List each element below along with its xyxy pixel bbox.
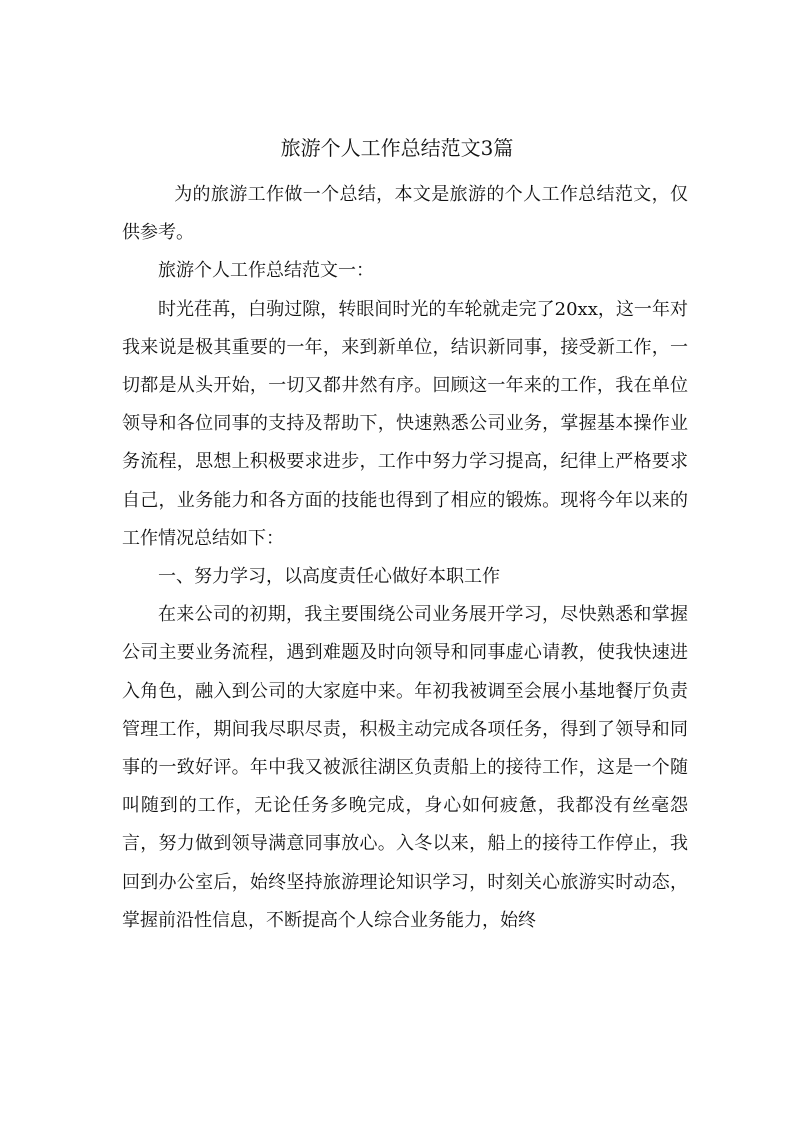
intro-paragraph: 为的旅游工作做一个总结，本文是旅游的个人工作总结范文，仅供参考。 [122, 184, 688, 244]
document-body [122, 176, 688, 940]
summary-paragraph: 时光荏苒，白驹过隙，转眼间时光的车轮就走完了20xx，这一年对我来说是极其重要的一年，来到新单位，结识新同事，接受新工作，一切都是从头开始，一切又都井然有序。回顾这一年来的工作，我在单位领导和各位同事的支持及帮助下，快速熟悉公司业务，掌握基本操作业务流程，思想上积极要求进步，工作中努力学习提高，纪律上严格要求自己，业务能力和各方面的技能也得到了相应的锻炼。现将今年以来的工作情况总结如下： [122, 298, 688, 549]
section-heading-sample-one: 旅游个人工作总结范文一： [158, 260, 374, 282]
section-heading-study: 一、努力学习，以高度责任心做好本职工作 [158, 566, 500, 588]
work-detail-paragraph: 在来公司的初期，我主要围绕公司业务展开学习，尽快熟悉和掌握公司主要业务流程，遇到难题及时向领导和同事虚心请教，使我快速进入角色，融入到公司的大家庭中来。年初我被调至会展小基地餐厅负责管理工作，期间我尽职尽责，积极主动完成各项任务，得到了领导和同事的一致好评。年中我又被派往湖区负责船上的接待工作，这是一个随叫随到的工作，无论任务多晚完成，身心如何疲惫，我都没有丝毫怨言，努力做到领导满意同事放心。入冬以来，船上的接待工作停止，我回到办公室后，始终坚持旅游理论知识学习，时刻关心旅游实时动态，掌握前沿性信息，不断提高个人综合业务能力，始终 [122, 604, 688, 931]
document-title: 旅游个人工作总结范文3篇 [280, 136, 514, 161]
